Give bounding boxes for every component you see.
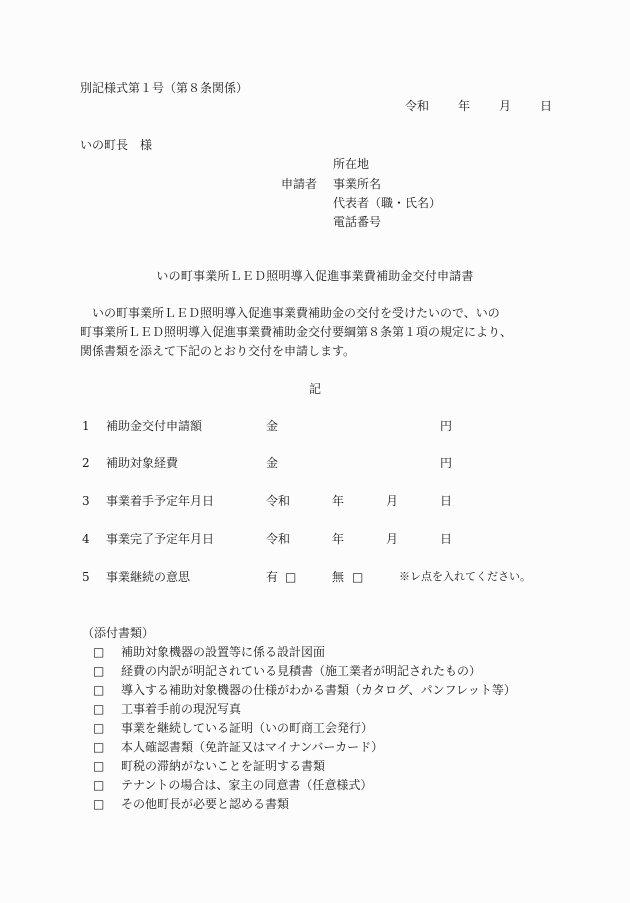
item-number: 4 — [82, 532, 90, 546]
date-year-unit: 年 — [458, 99, 471, 113]
start-date-day-unit: 日 — [440, 494, 453, 508]
start-date-era: 令和 — [266, 494, 291, 508]
attachment-checkbox[interactable]: □ — [93, 797, 105, 811]
document-title: いの町事業所ＬＥＤ照明導入促進事業費補助金交付申請書 — [156, 269, 474, 283]
item-number: 3 — [82, 494, 90, 508]
applicant-representative-field[interactable]: 代表者（職・氏名） — [333, 196, 442, 210]
attachment-label: 事業を継続している証明（いの町商工会発行） — [121, 721, 374, 735]
attachment-label: 経費の内訳が明記されている見積書（施工業者が明記されたもの） — [121, 664, 482, 678]
attachment-item — [93, 758, 325, 774]
subsidy-amount-input[interactable] — [290, 418, 430, 434]
attachment-checkbox[interactable]: □ — [93, 740, 105, 754]
attachment-label: 導入する補助対象機器の仕様がわかる書類（カタログ、パンフレット等） — [121, 683, 516, 697]
start-date-month-unit: 月 — [386, 494, 399, 508]
attachment-item — [93, 644, 325, 660]
statement-line: 関係書類を添えて下記のとおり交付を申請します。 — [80, 344, 356, 358]
addressee: いの町長 様 — [80, 138, 153, 152]
applicant-phone-field[interactable]: 電話番号 — [333, 215, 382, 229]
attachment-item — [93, 701, 241, 717]
attachment-label: 町税の滞納がないことを証明する書類 — [121, 759, 326, 773]
item-number: 5 — [82, 570, 90, 584]
continuation-no-label: 無 — [332, 570, 345, 584]
amount-prefix: 金 — [266, 456, 279, 470]
statement-line: いの町事業所ＬＥＤ照明導入促進事業費補助金の交付を受けたいので、いの — [80, 306, 500, 320]
attachment-item — [93, 682, 516, 698]
amount-prefix: 金 — [266, 419, 279, 433]
attachment-checkbox[interactable]: □ — [93, 645, 105, 659]
attachment-checkbox[interactable]: □ — [93, 683, 105, 697]
ki-heading: 記 — [308, 382, 321, 396]
item-number: 2 — [82, 456, 90, 470]
completion-date-day-unit: 日 — [440, 532, 453, 546]
completion-date-month-unit: 月 — [386, 532, 399, 546]
attachment-item — [93, 739, 383, 755]
date-month-unit: 月 — [499, 99, 512, 113]
start-date-year-unit: 年 — [332, 494, 345, 508]
attachments-heading: （添付書類） — [82, 626, 155, 640]
eligible-expenses-input[interactable] — [290, 455, 430, 471]
attachment-item — [93, 720, 373, 736]
date-day-unit: 日 — [540, 99, 553, 113]
item-label: 補助対象経費 — [106, 456, 179, 470]
attachment-label: 補助対象機器の設置等に係る設計図面 — [121, 645, 326, 659]
continuation-yes-label: 有 — [266, 570, 279, 584]
item-label: 事業着手予定年月日 — [106, 494, 215, 508]
attachment-label: 工事着手前の現況写真 — [121, 702, 242, 716]
attachment-checkbox[interactable]: □ — [93, 778, 105, 792]
attachment-label: その他町長が必要と認める書類 — [121, 797, 290, 811]
attachment-label: 本人確認書類（免許証又はマイナンバーカード） — [121, 740, 384, 754]
attachment-item — [93, 663, 481, 679]
item-number: 1 — [82, 419, 90, 433]
item-label: 補助金交付申請額 — [106, 419, 203, 433]
applicant-business-name-field[interactable]: 事業所名 — [333, 177, 382, 191]
item-label: 事業継続の意思 — [106, 570, 191, 584]
form-number: 別記様式第１号（第８条関係） — [80, 81, 249, 95]
attachment-checkbox[interactable]: □ — [93, 702, 105, 716]
completion-date-era: 令和 — [266, 532, 291, 546]
amount-suffix: 円 — [440, 456, 453, 470]
applicant-label: 申請者 — [281, 177, 318, 191]
attachment-item — [93, 796, 289, 812]
statement-line: 町事業所ＬＥＤ照明導入促進事業費補助金交付要綱第８条第１項の規定により、 — [80, 325, 513, 339]
amount-suffix: 円 — [440, 419, 453, 433]
application-statement — [80, 304, 550, 361]
attachment-item — [93, 777, 372, 793]
completion-date-year-unit: 年 — [332, 532, 345, 546]
attachment-checkbox[interactable]: □ — [93, 721, 105, 735]
continuation-yes-checkbox[interactable]: □ — [285, 570, 297, 584]
attachment-checkbox[interactable]: □ — [93, 664, 105, 678]
checkmark-note: ※レ点を入れてください。 — [399, 570, 531, 583]
attachment-label: テナントの場合は、家主の同意書（任意様式） — [121, 778, 373, 792]
continuation-no-checkbox[interactable]: □ — [352, 570, 364, 584]
applicant-address-field[interactable]: 所在地 — [333, 157, 370, 171]
date-era: 令和 — [405, 99, 430, 113]
attachment-checkbox[interactable]: □ — [93, 759, 105, 773]
item-label: 事業完了予定年月日 — [106, 532, 215, 546]
